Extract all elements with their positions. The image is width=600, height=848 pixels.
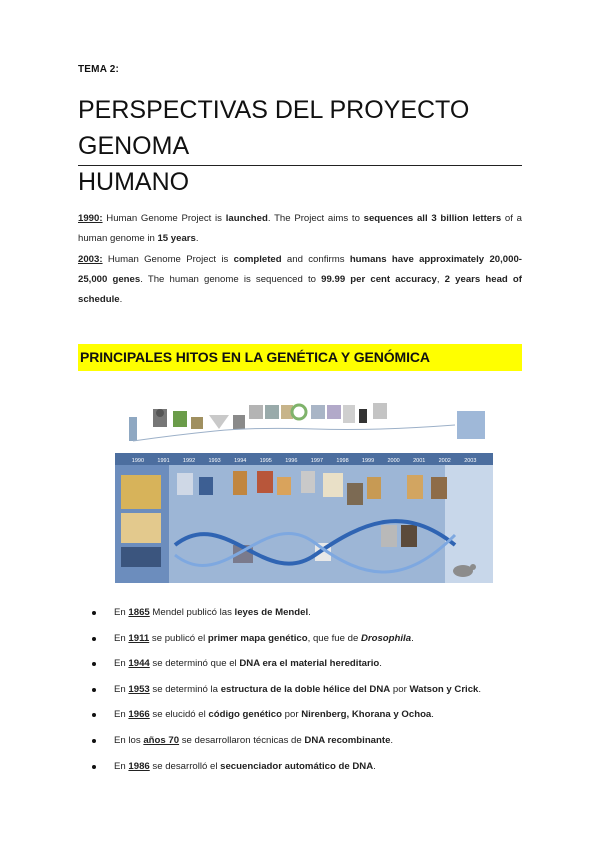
year-label: 1986 xyxy=(128,760,150,772)
bold-run: estructura de la doble hélice del DNA xyxy=(220,683,391,695)
text-run: . xyxy=(373,760,376,772)
bold-run: código genético xyxy=(208,709,282,721)
year-tick-1998: 1998 xyxy=(336,458,349,464)
bullet-dot xyxy=(92,739,96,743)
year-label: 1990: xyxy=(78,213,103,224)
text-run: . xyxy=(478,683,482,695)
year-label: años 70 xyxy=(143,734,180,746)
mouse-icon xyxy=(453,565,473,577)
list-item xyxy=(92,606,532,632)
text-run: , que fue de xyxy=(307,632,361,644)
year-label: 2003: xyxy=(78,254,103,265)
italic-run: Drosophila xyxy=(360,632,412,644)
list-item xyxy=(92,683,532,709)
bold-run: launched xyxy=(225,213,268,224)
text-run: Mendel publicó las xyxy=(149,607,235,618)
text-run: se publicó el xyxy=(149,632,208,644)
section-heading: PRINCIPALES HITOS EN LA GENÉTICA Y GENÓMICA xyxy=(80,349,430,365)
bold-run: Watson y Crick xyxy=(409,683,479,695)
text-run: . xyxy=(379,658,382,670)
side-panel xyxy=(457,411,485,439)
text-run: of a human genome in xyxy=(78,213,523,244)
year-label: 1911 xyxy=(128,632,150,644)
bullet-dot xyxy=(92,688,96,692)
list-item xyxy=(92,657,532,683)
text-run: . The human genome is sequenced to xyxy=(140,274,322,285)
year-label: 1953 xyxy=(128,683,150,695)
year-label: 1944 xyxy=(128,658,150,670)
text-run: En xyxy=(114,683,129,695)
bullet-dot xyxy=(92,611,96,615)
text-run: se determinó que el xyxy=(149,658,240,670)
bold-run: sequences all 3 billion letters xyxy=(363,213,502,224)
bold-run: DNA recombinante xyxy=(304,734,391,746)
text-run: En xyxy=(114,760,129,772)
text-run: se desarrolló el xyxy=(149,760,221,772)
year-label: 1865 xyxy=(128,607,150,618)
milestones-list xyxy=(92,606,532,785)
bullet-dot xyxy=(92,637,96,641)
year-tick-1997: 1997 xyxy=(310,458,324,464)
year-tick-1992: 1992 xyxy=(182,458,196,464)
year-tick-1991: 1991 xyxy=(157,458,170,464)
year-tick-2002: 2002 xyxy=(438,458,451,464)
bullet-dot xyxy=(92,713,96,717)
text-run: . xyxy=(411,632,414,644)
year-tick-2000: 2000 xyxy=(387,458,400,464)
timeline-illustration xyxy=(115,395,493,588)
text-run: En xyxy=(114,658,129,670)
bold-run: 15 years xyxy=(157,233,196,244)
paragraph-1990 xyxy=(78,209,522,249)
text-run: En xyxy=(114,607,129,618)
text-run: Human Genome Project is xyxy=(102,254,234,265)
text-run: En los xyxy=(114,734,144,746)
text-run: por xyxy=(390,683,410,695)
year-tick-2003: 2003 xyxy=(464,458,477,464)
text-run: por xyxy=(281,709,302,721)
text-run: se elucidó el xyxy=(149,709,209,721)
text-run: . xyxy=(119,294,123,305)
bold-run: leyes de Mendel xyxy=(234,607,309,618)
year-tick-1995: 1995 xyxy=(259,458,272,464)
plant-icon xyxy=(173,411,187,427)
text-run: En xyxy=(114,709,129,721)
text-run: , xyxy=(436,274,445,285)
page-title-line-2: HUMANO xyxy=(78,168,190,196)
year-tick-1993: 1993 xyxy=(208,458,221,464)
bold-run: primer mapa genético xyxy=(207,632,308,644)
text-run: . xyxy=(308,607,311,618)
years-band xyxy=(115,453,493,465)
bold-run: 2 years head of schedule xyxy=(78,274,522,305)
year-tick-2001: 2001 xyxy=(413,458,426,464)
genomics-timeline-figure xyxy=(115,395,493,588)
bold-run: completed xyxy=(233,254,282,265)
title-divider xyxy=(78,165,522,166)
text-run: . xyxy=(195,233,199,244)
text-run: se determinó la xyxy=(149,683,221,695)
section-label: TEMA 2: xyxy=(78,64,120,75)
bullet-dot xyxy=(92,662,96,666)
list-item xyxy=(92,760,532,786)
paragraph-2003 xyxy=(78,250,522,310)
text-run: . The Project aims to xyxy=(267,213,364,224)
list-item xyxy=(92,708,532,734)
year-tick-1996: 1996 xyxy=(285,458,298,464)
bold-run: Nirenberg, Khorana y Ochoa xyxy=(301,709,432,721)
bullet-dot xyxy=(92,765,96,769)
text-run: se desarrollaron técnicas de xyxy=(179,734,305,746)
text-run: and confirms xyxy=(281,254,350,265)
page-title xyxy=(78,92,528,200)
bold-run: DNA era el material hereditario xyxy=(239,658,380,670)
bold-run: humans have approximately 20,000-25,000 genes xyxy=(78,254,522,285)
text-run: Human Genome Project is xyxy=(102,213,226,224)
year-tick-1990: 1990 xyxy=(131,458,145,464)
bold-run: 99.99 per cent accuracy xyxy=(321,274,437,285)
bold-run: secuenciador automático de DNA xyxy=(220,760,374,772)
text-run: . xyxy=(431,709,434,721)
year-tick-1994: 1994 xyxy=(234,458,247,464)
microscope-icon xyxy=(129,417,137,441)
year-label: 1966 xyxy=(128,709,150,721)
text-run: . xyxy=(390,734,394,746)
fly-icon xyxy=(191,417,203,429)
page-title-line-1: PERSPECTIVAS DEL PROYECTO GENOMA xyxy=(78,96,470,160)
list-item xyxy=(92,632,532,658)
year-tick-1999: 1999 xyxy=(361,458,375,464)
text-run: En xyxy=(114,632,129,644)
list-item xyxy=(92,734,532,760)
